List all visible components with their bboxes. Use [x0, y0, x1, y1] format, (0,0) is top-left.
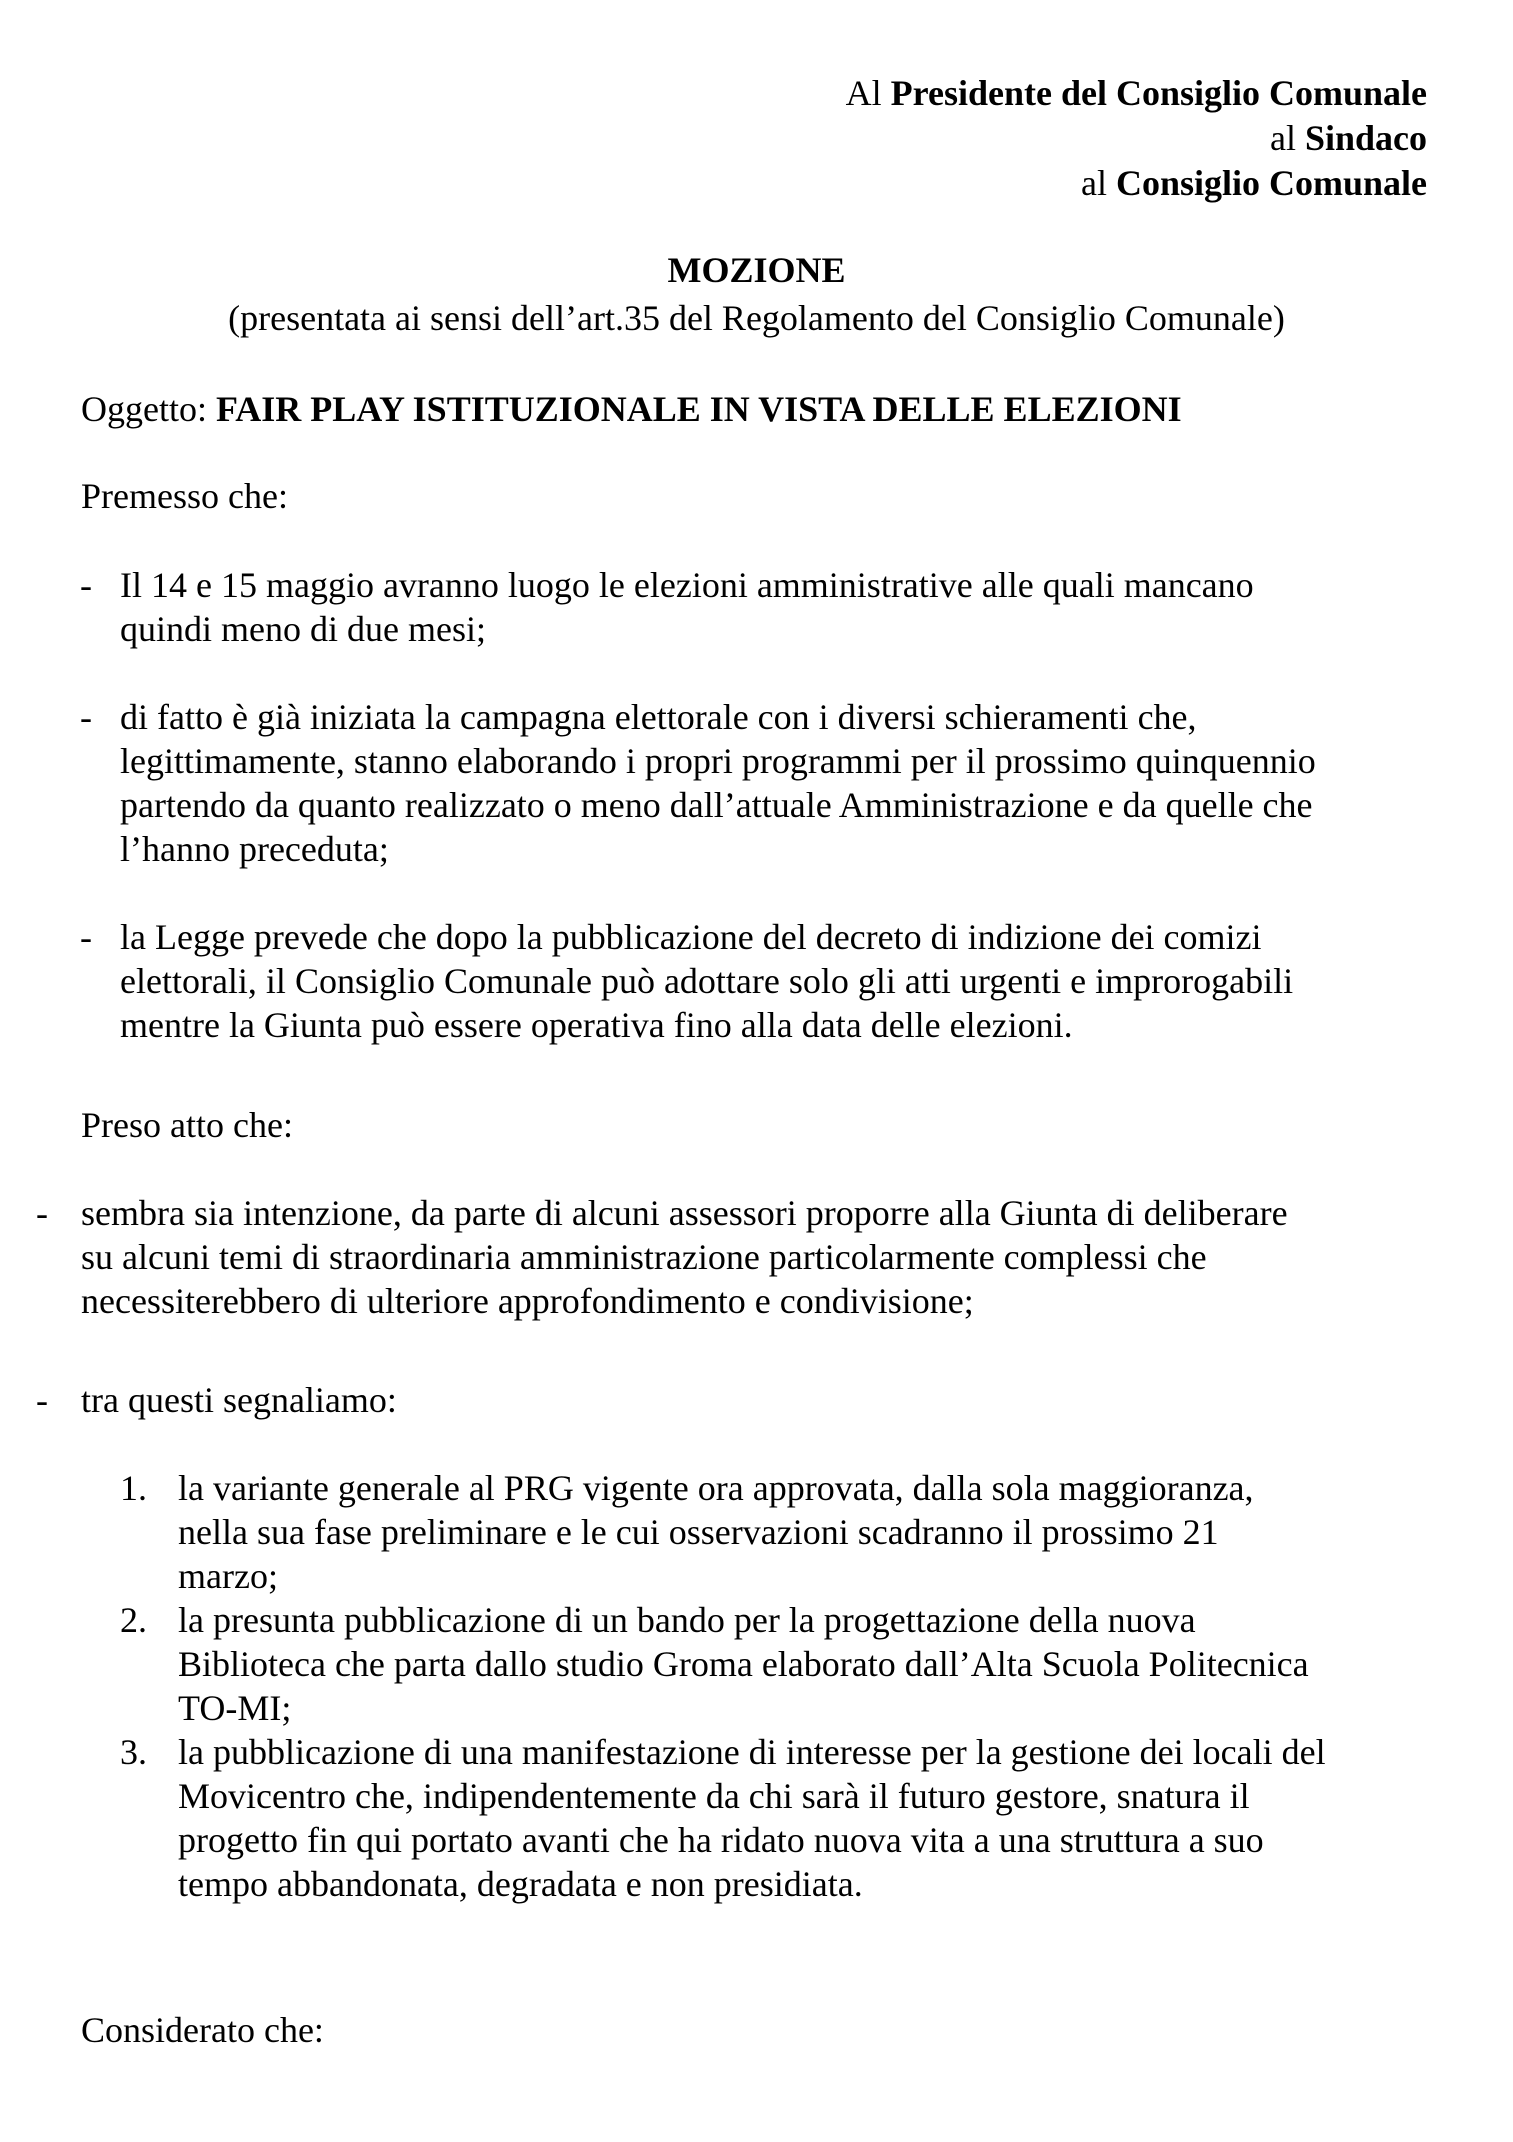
premesso-heading: Premesso che:	[81, 476, 288, 516]
item-line: necessiterebbero di ulteriore approfondimento e condivisione;	[81, 1281, 974, 1321]
item-line: TO-MI;	[178, 1688, 292, 1728]
number-marker: 1.	[120, 1468, 147, 1508]
item-line: su alcuni temi di straordinaria amministrazione particolarmente complessi che	[81, 1237, 1207, 1277]
motion-subtitle: (presentata ai sensi dell’art.35 del Regolamento del Consiglio Comunale)	[228, 298, 1285, 338]
subject-line	[81, 387, 1182, 431]
item-line: la variante generale al PRG vigente ora approvata, dalla sola maggioranza,	[178, 1468, 1254, 1508]
recipient-president: Al Presidente del Consiglio Comunale	[845, 73, 1427, 113]
item-line: la presunta pubblicazione di un bando per la progettazione della nuova	[178, 1600, 1196, 1640]
item-line: marzo;	[178, 1556, 278, 1596]
bullet-marker: -	[80, 917, 92, 957]
item-line: la pubblicazione di una manifestazione di interesse per la gestione dei locali del	[178, 1732, 1326, 1772]
item-line: Movicentro che, indipendentemente da chi sarà il futuro gestore, snatura il	[178, 1776, 1250, 1816]
item-line: elettorali, il Consiglio Comunale può adottare solo gli atti urgenti e improrogabili	[120, 961, 1294, 1001]
bullet-marker: -	[80, 565, 92, 605]
recipient-council: al Consiglio Comunale	[1080, 163, 1427, 203]
recipients-block	[846, 71, 1427, 206]
number-marker: 3.	[120, 1732, 147, 1772]
preso-atto-heading: Preso atto che:	[81, 1105, 293, 1145]
item-line: Biblioteca che parta dallo studio Groma elaborato dall’Alta Scuola Politecnica	[178, 1644, 1309, 1684]
considerato-heading: Considerato che:	[81, 2010, 324, 2050]
item-line: tempo abbandonata, degradata e non presidiata.	[178, 1864, 863, 1904]
item-line: tra questi segnaliamo:	[81, 1380, 397, 1420]
bullet-marker: -	[36, 1193, 48, 1233]
item-line: legittimamente, stanno elaborando i propri programmi per il prossimo quinquennio	[120, 741, 1316, 781]
item-line: mentre la Giunta può essere operativa fino alla data delle elezioni.	[120, 1005, 1073, 1045]
bullet-marker: -	[36, 1380, 48, 1420]
bullet-marker: -	[80, 697, 92, 737]
item-line: progetto fin qui portato avanti che ha ridato nuova vita a una struttura a suo	[178, 1820, 1264, 1860]
item-line: quindi meno di due mesi;	[120, 609, 486, 649]
subject-text: FAIR PLAY ISTITUZIONALE IN VISTA DELLE ELEZIONI	[215, 389, 1182, 429]
motion-title-block	[0, 248, 1513, 340]
item-line: Il 14 e 15 maggio avranno luogo le elezioni amministrative alle quali mancano	[120, 565, 1254, 605]
item-line: nella sua fase preliminare e le cui osservazioni scadranno il prossimo 21	[178, 1512, 1219, 1552]
recipient-mayor: al Sindaco	[1269, 118, 1427, 158]
item-line: sembra sia intenzione, da parte di alcuni assessori proporre alla Giunta di deliberare	[81, 1193, 1288, 1233]
item-line: l’hanno preceduta;	[120, 829, 389, 869]
subject-label: Oggetto:	[81, 389, 216, 429]
number-marker: 2.	[120, 1600, 147, 1640]
item-line: partendo da quanto realizzato o meno dall’attuale Amministrazione e da quelle che	[120, 785, 1313, 825]
item-line: la Legge prevede che dopo la pubblicazione del decreto di indizione dei comizi	[120, 917, 1262, 957]
motion-title: MOZIONE	[667, 250, 846, 290]
item-line: di fatto è già iniziata la campagna elettorale con i diversi schieramenti che,	[120, 697, 1197, 737]
